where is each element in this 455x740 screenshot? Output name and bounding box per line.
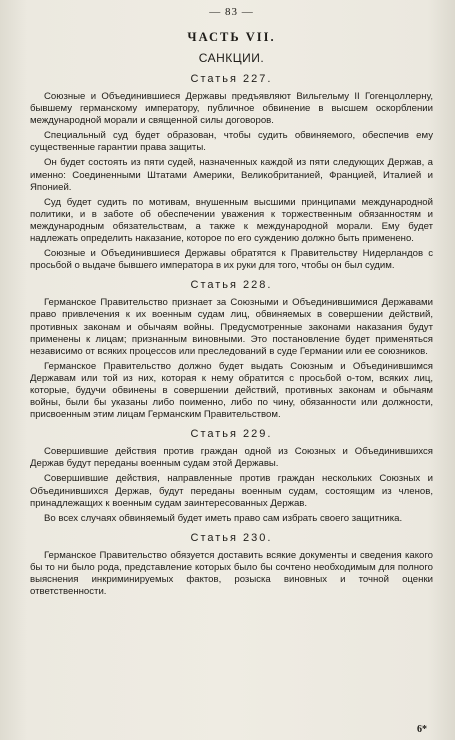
signature-mark: 6* — [417, 724, 427, 735]
article-228-paragraph: Германское Правительство признает за Союзными и Объединившимися Державами право привлечения к их военным судам лиц, обвиняемых в совершении действий, противных законам и обычаям войны. Предусмотренные законами наказания будут применены к лицам; признанным виновными. Это постановление будет применяться независимо от всяких процессов или преследований в суде Германии или ее союзников. — [30, 297, 433, 357]
article-227-paragraph: Союзные и Объединившиеся Державы обратятся к Правительству Нидерландов с просьбой о выдаче бывшего императора в их руки для того, чтобы он был судим. — [30, 248, 433, 272]
part-title: ЧАСТЬ VII. — [187, 30, 276, 44]
article-227-paragraph: Специальный суд будет образован, чтобы судить обвиняемого, обеспечив ему существенные гарантии права защиты. — [30, 130, 433, 154]
article-229-paragraph: Во всех случаях обвиняемый будет иметь право сам избрать своего защитника. — [44, 512, 403, 524]
article-227-paragraph: Суд будет судить по мотивам, внушенным высшими принципами международной политики, и в заботе об обеспечении уважения к торжественным обязанностям и международным обязательствам, а также к международной морали. Ему будет надлежать определить наказание, которое по его суждению должно быть применено. — [30, 196, 433, 245]
article-230-paragraph: Германское Правительство обязуется доставить всякие документы и сведения какого бы то ни было рода, представление которых было бы сочтено необходимым для полного выяснения инкриминируемых фактов, розыска виновных и точной оценки ответственности. — [30, 549, 433, 598]
article-227-paragraph: Он будет состоять из пяти судей, назначенных каждой из пяти следующих Держав, а именно: Соединенными Штатами Америки, Великобританией, Францией, Италией и Японией. — [30, 157, 433, 193]
page-number: — 83 — — [209, 6, 254, 18]
section-title: САНКЦИИ. — [198, 51, 265, 65]
article-230-heading: Статья 230. — [190, 531, 273, 544]
article-228-heading: Статья 228. — [190, 279, 273, 292]
article-227-heading: Статья 227. — [190, 73, 273, 85]
article-228-paragraph: Германское Правительство должно будет выдать Союзным и Объединившимся Державам или той из них, которая к нему обратится с просьбой о-том, всяких лиц, которые, будучи обвинены в совершении действий, противных законам и обычаям войны, были бы указаны либо поименно, либо по чину, обязанности или должности, присвоенным этим лицам Германским Правительством. — [30, 360, 433, 421]
article-227-paragraph: Союзные и Объединившиеся Державы предъявляют Вильгельму II Гогенцоллерну, бывшему германскому императору, публичное обвинение в высшем оскорблении международной морали и священной силы договоров. — [30, 91, 433, 127]
article-229-heading: Статья 229. — [190, 428, 273, 441]
article-229-paragraph: Совершившие действия против граждан одной из Союзных и Объединившихся Держав будут переданы военным судам этой Державы. — [30, 446, 433, 470]
article-229-paragraph: Совершившие действия, направленные против граждан нескольких Союзных и Объединившихся Держав, будут переданы военным судам, состоящим из членов, принадлежащих к военным судам заинтересованных Держав. — [30, 473, 433, 509]
